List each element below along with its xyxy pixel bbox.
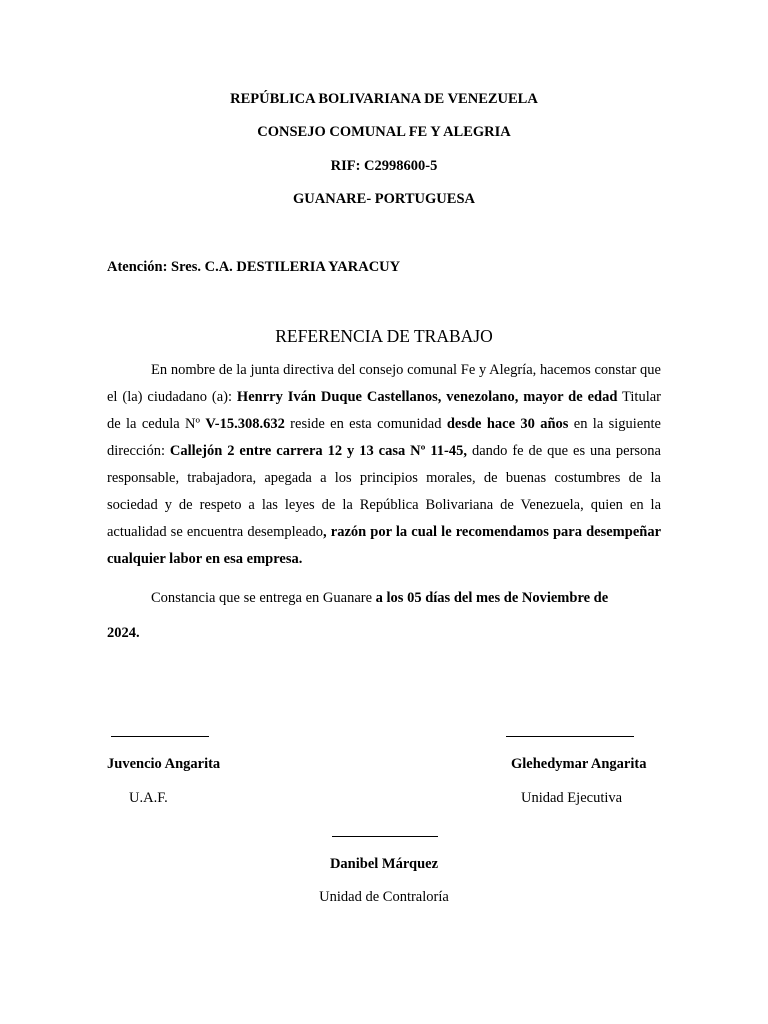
country-header: REPÚBLICA BOLIVARIANA DE VENEZUELA [230,91,538,107]
attention-line: Atención: Sres. C.A. DESTILERIA YARACUY [107,259,401,275]
closing-text: Constancia que se entrega en Guanare [151,590,376,606]
rif-header: RIF: C2998600-5 [330,158,438,174]
p1-text-5: dando fe de que es una persona responsable, trabajadora, apegada a los principios morales, de buenas costumbres de la sociedad y de respeto a las leyes de la República Bolivariana de Venezuela, quien en la actualidad se encuentra desempleado [107,443,661,540]
document-title: REFERENCIA DE TRABAJO [275,326,493,346]
citizen-name: Henrry Iván Duque Castellanos, venezolano, mayor de edad [236,389,618,405]
address: Callejón 2 entre carrera 12 y 13 casa Nº 11-45, [169,443,468,459]
recommendation: , razón por la cual le recomendamos para desempeñar cualquier labor en esa empresa. [107,524,662,567]
council-header: CONSEJO COMUNAL FE Y ALEGRIA [257,124,511,140]
signer-right-role: Unidad Ejecutiva [521,790,623,806]
closing-year: 2024. [107,625,140,641]
p1-text-4: en la siguiente dirección: [107,416,661,459]
signer-center-name: Danibel Márquez [329,856,439,872]
signer-center-role: Unidad de Contraloría [319,889,449,905]
body-paragraph [107,357,661,573]
signature-line-center [332,836,438,837]
closing-date: a los 05 días del mes de Noviembre de [375,590,609,606]
residence-duration: desde hace 30 años [446,416,569,432]
signer-left-name: Juvencio Angarita [107,756,221,772]
id-number: V-15.308.632 [205,416,285,432]
signer-right-name: Glehedymar Angarita [511,756,647,772]
closing-line [151,590,608,607]
p1-text-3: reside en esta comunidad [284,416,447,432]
p1-text-1: En nombre de la junta directiva del consejo comunal Fe y Alegría, hacemos constar que el (la) ciudadano (a): [107,362,661,405]
location-header: GUANARE- PORTUGUESA [293,191,475,207]
signature-line-left [111,736,209,737]
signature-line-right [506,736,634,737]
p1-text-2: Titular de la cedula Nº [107,389,661,432]
signer-left-role: U.A.F. [129,790,168,806]
